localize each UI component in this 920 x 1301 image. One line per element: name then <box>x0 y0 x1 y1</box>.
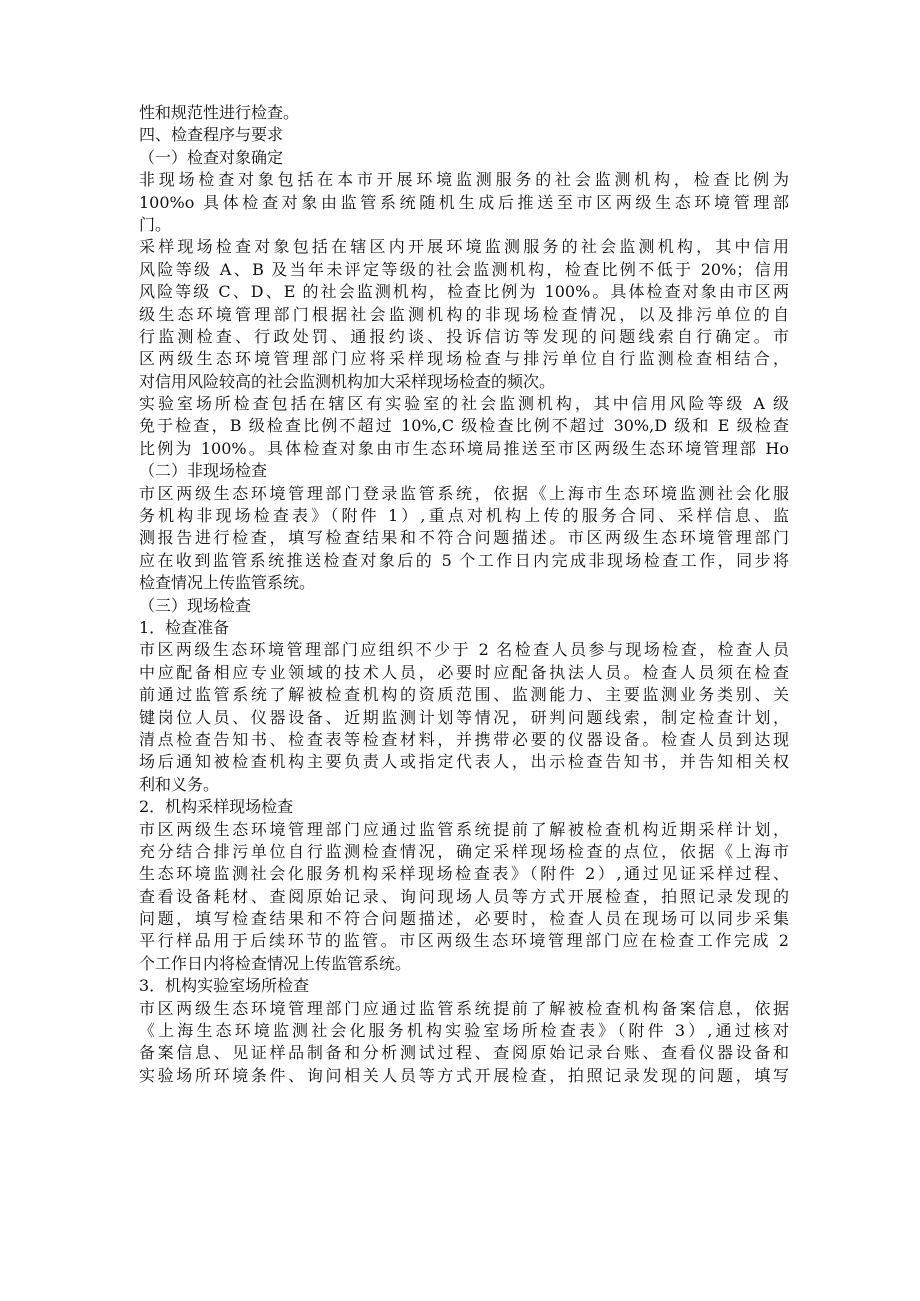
text-line: 门。 <box>139 214 172 234</box>
text-line: 前通过监管系统了解被检查机构的资质范围、监测能力、主要监测业务类别、关 <box>139 685 789 705</box>
text-line: 《上海生态环境监测社会化服务机构实验室场所检查表》（附件 3）,通过核对 <box>139 1021 789 1041</box>
text-line: 平行样品用于后续环节的监管。市区两级生态环境管理部门应在检查工作完成 2 <box>139 931 789 951</box>
text-line: 四、检查程序与要求 <box>139 125 284 145</box>
text-line: 100%o 具体检查对象由监管系统随机生成后推送至市区两级生态环境管理部 <box>139 192 789 212</box>
text-line: 非现场检查对象包括在本市开展环境监测服务的社会监测机构，检查比例为 <box>139 170 789 190</box>
text-line: 实验场所环境条件、询问相关人员等方式开展检查，拍照记录发现的问题，填写 <box>139 1065 789 1085</box>
text-line: 性和规范性进行检查。 <box>139 103 300 122</box>
text-line: （二）非现场检查 <box>139 461 268 481</box>
text-line: （一）检查对象确定 <box>139 147 284 167</box>
text-line: 对信用风险较高的社会监测机构加大采样现场检查的频次。 <box>139 371 556 391</box>
text-line: 行监测检查、行政处罚、通报约谈、投诉信访等发现的问题线索自行确定。市 <box>139 326 789 346</box>
text-line: 查看设备耗材、查阅原始记录、询问现场人员等方式开展检查，拍照记录发现的 <box>139 886 789 906</box>
text-line: （三）现场检查 <box>139 595 252 615</box>
document-page <box>139 102 789 1087</box>
text-line: 清点检查告知书、检查表等检查材料，并携带必要的仪器设备。检查人员到达现 <box>139 729 789 749</box>
text-line: 充分结合排污单位自行监测检查情况，确定采样现场检查的点位，依据《上海市 <box>139 841 789 861</box>
text-line: 市区两级生态环境管理部门应通过监管系统提前了解被检查机构近期采样计划， <box>139 819 789 839</box>
text-line: 检查情况上传监管系统。 <box>139 573 316 593</box>
text-line: 风险等级 C、D、E 的社会监测机构，检查比例为 100%。具体检查对象由市区两 <box>139 282 789 302</box>
text-line: 市区两级生态环境管理部门应通过监管系统提前了解被检查机构备案信息，依据 <box>139 998 789 1018</box>
text-line: 务机构非现场检查表》（附件 1）,重点对机构上传的服务合同、采样信息、监 <box>139 506 789 526</box>
text-line: 采样现场检查对象包括在辖区内开展环境监测服务的社会监测机构，其中信用 <box>139 237 789 257</box>
text-line: 测报告进行检查，填写检查结果和不符合问题描述。市区两级生态环境管理部门 <box>139 528 789 548</box>
text-line: 风险等级 A、B 及当年未评定等级的社会监测机构，检查比例不低于 20%；信用 <box>139 259 789 279</box>
text-line: 3．机构实验室场所检查 <box>139 976 310 996</box>
text-line: 利和义务。 <box>139 774 220 794</box>
text-line: 问题，填写检查结果和不符合问题描述，必要时，检查人员在现场可以同步采集 <box>139 909 789 929</box>
text-line: 免于检查，B 级检查比例不超过 10%,C 级检查比例不超过 30%,D 级和 E 级检查 <box>139 416 789 436</box>
text-line: 实验室场所检查包括在辖区有实验室的社会监测机构，其中信用风险等级 A 级 <box>139 394 789 414</box>
text-line: 级生态环境管理部门根据社会监测机构的非现场检查情况，以及排污单位的自 <box>139 304 789 324</box>
text-line: 比例为 100%。具体检查对象由市生态环境局推送至市区两级生态环境管理部 Ho <box>139 438 789 458</box>
text-line: 生态环境监测社会化服务机构采样现场检查表》（附件 2）,通过见证采样过程、 <box>139 864 789 884</box>
text-line: 场后通知被检查机构主要负责人或指定代表人，出示检查告知书，并告知相关权 <box>139 752 789 772</box>
text-line: 应在收到监管系统推送检查对象后的 5 个工作日内完成非现场检查工作，同步将 <box>139 550 789 570</box>
text-line: 1．检查准备 <box>139 617 230 637</box>
text-line: 键岗位人员、仪器设备、近期监测计划等情况，研判问题线索，制定检查计划， <box>139 707 789 727</box>
text-line: 2．机构采样现场检查 <box>139 797 294 817</box>
text-line: 区两级生态环境管理部门应将采样现场检查与排污单位自行监测检查相结合， <box>139 349 789 369</box>
text-line: 中应配备相应专业领域的技术人员，必要时应配备执法人员。检查人员须在检查 <box>139 662 789 682</box>
text-line: 市区两级生态环境管理部门登录监管系统，依据《上海市生态环境监测社会化服 <box>139 483 789 503</box>
text-line: 市区两级生态环境管理部门应组织不少于 2 名检查人员参与现场检查，检查人员 <box>139 640 789 660</box>
text-line: 备案信息、见证样品制备和分析测试过程、查阅原始记录台账、查看仪器设备和 <box>139 1043 789 1063</box>
text-line: 个工作日内将检查情况上传监管系统。 <box>139 953 412 973</box>
